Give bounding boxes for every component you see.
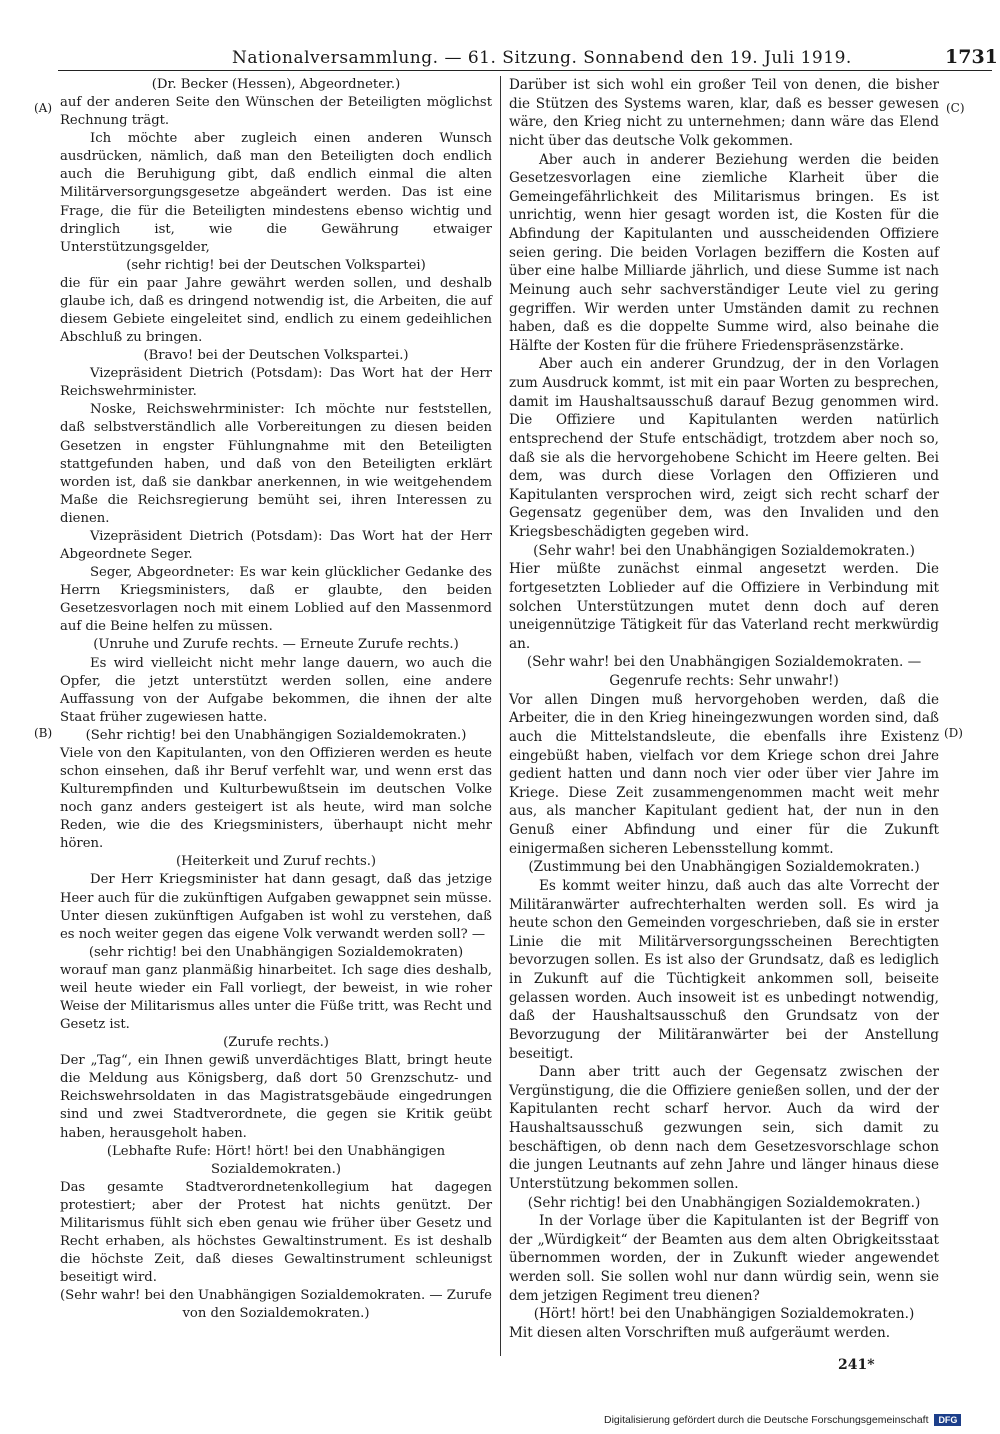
interjection: (Zurufe rechts.) — [223, 1035, 329, 1051]
interjection: (Sehr wahr! bei den Unabhängigen Sozialdemokraten.) — [533, 542, 915, 559]
page-number: 1731 — [945, 46, 998, 68]
interjection: (Hört! hört! bei den Unabhängigen Sozialdemokraten.) — [533, 1306, 915, 1323]
interjection: (Sehr richtig! bei den Unabhängigen Sozialdemokraten.) — [527, 1194, 921, 1211]
paragraph: Hier müßte zunächst einmal angesetzt werden. Die fortgesetzten Loblieder auf die Offiziere in Verbindung mit solchen Unterstützungen mutet denn doch auf deren uneigennützige Tätigkeit für das Vaterland recht merkwürdig an. — [509, 561, 939, 652]
interjection: (Heiterkeit und Zuruf rechts.) — [175, 854, 377, 870]
interjection: (Unruhe und Zurufe rechts. — Erneute Zurufe rechts.) — [93, 637, 459, 653]
paragraph: Es wird vielleicht nicht mehr lange dauern, wo auch die Opfer, die jetzt unterstützt werden sollen, eine andere Auffassung von der Aufgabe bekommen, die ihnen der alte Staat früher zugewiesen hatte. — [60, 655, 492, 725]
interjection: (Sehr wahr! bei den Unabhängigen Sozialdemokraten. — Zurufe von den Sozialdemokraten.) — [60, 1288, 492, 1322]
interjection: (sehr richtig! bei den Unabhängigen Sozialdemokraten) — [88, 944, 464, 960]
interjection: (Dr. Becker (Hessen), Abgeordneter.) — [151, 77, 401, 92]
dfg-logo-icon: DFG — [934, 1414, 961, 1426]
paragraph: Darüber ist sich wohl ein großer Teil von denen, die bisher die Stützen des Systems waren, klar, daß es besser gewesen wäre, den Krieg nicht zu unternehmen; dann wäre das Elend nicht über das deutsche Volk gekommen. — [509, 77, 939, 149]
paragraph: Vor allen Dingen muß hervorgehoben werden, daß die Arbeiter, die in den Krieg hineingezwungen worden sind, daß auch die Mittelstandsleute, die ebenfalls ihre Existenz eingebüßt haben, vielfach vor dem Kriege schon drei Jahre gedient hatten und dann noch vier oder über vier Jahre im Kriege. Diese Zeit zusammengenommen macht weit mehr aus, als mancher Kapitulant gedient hat, der nun in den Genuß einer Abfindung und einer für die Zukunft einigermaßen sicheren Lebensstellung kommt. — [509, 691, 939, 857]
running-title: Nationalversammlung. — 61. Sitzung. Sonnabend den 19. Juli 1919. — [232, 48, 852, 68]
signature-mark: 241* — [838, 1357, 875, 1373]
paragraph: Dann aber tritt auch der Gegensatz zwischen der Vergünstigung, die die Offiziere genießen sollen, und der der Kapitulanten recht scharf hervor. Auch da wird der Haushaltsausschuß gezwungen sein, sich damit zu beschäftigen, ob denn nach dem Gesetzesvorschlage schon die jungen Leutnants auf zehn Jahre und länger hinaus diese Unterstützung bekommen sollen. — [509, 1064, 939, 1192]
paragraph: Noske, Reichswehrminister: Ich möchte nur feststellen, daß selbstverständlich alle Vorbereitungen zu diesen beiden Gesetzen in engster Fühlungnahme mit den Beteiligten stattgefunden haben, und daß von den Beteiligten erklärt worden ist, daß sie dankbar anerkennen, in wie weitgehendem Maße die Reichsregierung bemüht sei, ihren Interessen zu dienen. — [60, 402, 492, 526]
paragraph: Viele von den Kapitulanten, von den Offizieren werden es heute schon einsehen, daß ihr Beruf verfehlt war, und wenn erst das Kulturempfinden und Kulturbewußtsein im deutschen Volke noch ganz anders gesteigert ist als heute, wird man solche Reden, wie die des Kriegsministers, überhaupt nicht mehr hören. — [60, 745, 492, 852]
paragraph: die für ein paar Jahre gewährt werden sollen, und deshalb glaube ich, daß es dringend notwendig ist, die Arbeiten, die auf diesem Gebiete eingeleitet sind, endlich zu einem gedeihlichen Abschluß zu bringen. — [60, 275, 492, 346]
paragraph: auf der anderen Seite den Wünschen der Beteiligten möglichst Rechnung trägt. — [60, 95, 492, 129]
paragraph: worauf man ganz planmäßig hinarbeitet. Ich sage dies deshalb, weil heute wieder ein Fall vorliegt, der beweist, in wie roher Weise der Militarismus alles unter die Füße tritt, was Recht und Gesetz ist. — [60, 962, 492, 1033]
column-divider — [500, 76, 501, 1356]
paragraph: Es kommt weiter hinzu, daß auch das alte Vorrecht der Militäranwärter aufrechterhalten werden soll. Es wird ja heute schon den Gemeinden vorgeschrieben, daß sie in erster Linie die mit Militärversorgungsscheinen Berechtigten bevorzugen sollen. Es ist also der Grundsatz, daß es lediglich in Zukunft auf die Tüchtigkeit ankommen soll, beiseite gelassen worden. Auch insoweit ist es unbedingt notwendig, daß der Haushaltsausschuß den Grundsatz von der Bevorzugung der Militäranwärter bei der Anstellung beseitigt. — [509, 877, 939, 1062]
interjection: (Lebhafte Rufe: Hört! hört! bei den Unabhängigen Sozialdemokraten.) — [106, 1143, 446, 1177]
right-text-column — [509, 76, 939, 1343]
margin-marker-c: (C) — [946, 101, 965, 115]
margin-marker-a: (A) — [34, 101, 53, 115]
paragraph: Seger, Abgeordneter: Es war kein glücklicher Gedanke des Herrn Kriegsministers, daß er glaubte, den beiden Gesetzesvorlagen noch mit einem Loblied auf den Massenmord auf die Beine helfen zu müssen. — [60, 565, 492, 635]
margin-marker-d: (D) — [944, 726, 963, 740]
paragraph: Aber auch in anderer Beziehung werden die beiden Gesetzesvorlagen eine ziemliche Klarheit über die Gemeingefährlichkeit des Militarismus bringen. Es ist unrichtig, wenn hier gesagt worden ist, die Kosten für die Abfindung der Kapitulanten und ausscheidenden Offiziere seien gering. Die beiden Vorlagen beziffern die Kosten auf über eine halbe Milliarde jährlich, und diese Summe ist nach Meinung auch sehr sachverständiger Leute viel zu gering gegriffen. Wir werden unter Umständen damit zu rechnen haben, daß es die doppelte Summe wird, also beinahe die Hälfte der Kosten für die frühere Friedenspräsenzstärke. — [509, 151, 939, 354]
interjection: (Bravo! bei der Deutschen Volkspartei.) — [143, 348, 409, 364]
interjection: (Sehr richtig! bei den Unabhängigen Sozialdemokraten.) — [85, 727, 467, 743]
paragraph: In der Vorlage über die Kapitulanten ist der Begriff von der „Würdigkeit“ der Beamten aus dem alten Obrigkeitsstaat übernommen worden, der in Zukunft wieder angewendet werden soll. Sie sollen wohl nur dann würdig sein, wenn sie dem jetzigen Regiment treu dienen? — [509, 1213, 939, 1304]
paragraph: Ich möchte aber zugleich einen anderen Wunsch ausdrücken, nämlich, daß man den Beteiligten doch endlich auch die Beruhigung gibt, daß endlich einmal die alten Militärversorgungsgesetze abgeändert werden. Das ist eine Frage, die für die Beteiligten mindestens ebenso wichtig und dringlich ist, wie die Gewährung etwaiger Unterstützungsgelder, — [60, 131, 492, 255]
interjection: (Zustimmung bei den Unabhängigen Sozialdemokraten.) — [528, 859, 920, 876]
footer-credit — [604, 1414, 961, 1426]
paragraph: Der Herr Kriegsminister hat dann gesagt, daß das jetzige Heer auch für die zukünftigen Aufgaben gewappnet sein müsse. Unter diesen zukünftigen Aufgaben ist wohl zu verstehen, daß es noch weiter gegen das eigene Volk verwandt werden soll? — — [60, 872, 492, 942]
page-header — [0, 0, 1000, 72]
footer-text: Digitalisierung gefördert durch die Deutsche Forschungsgemeinschaft — [604, 1414, 929, 1426]
paragraph: Vizepräsident Dietrich (Potsdam): Das Wort hat der Herr Reichswehrminister. — [60, 366, 492, 400]
left-text-column — [60, 76, 492, 1323]
header-rule — [58, 70, 992, 71]
interjection: (sehr richtig! bei der Deutschen Volkspartei) — [126, 257, 426, 273]
interjection: (Sehr wahr! bei den Unabhängigen Sozialdemokraten. — Gegenrufe rechts: Sehr unwahr!) — [526, 654, 922, 689]
margin-marker-b: (B) — [34, 726, 53, 740]
paragraph: Aber auch ein anderer Grundzug, der in den Vorlagen zum Ausdruck kommt, ist mit ein paar Worten zu besprechen, damit im Haushaltsausschuß darauf Bezug genommen wird. Die Offiziere und Kapitulanten werden natürlich entsprechend der Stufe entschädigt, trotzdem aber noch so, daß sie als die hervorgehobene Schicht im Heere gelten. Bei dem, was durch diese Vorlagen den Offizieren und Kapitulanten versprochen wird, zeigt sich recht scharf der Gegensatz gegenüber dem, was den Invaliden und den Kriegsbeschädigten gegeben wird. — [509, 356, 939, 540]
paragraph: Das gesamte Stadtverordnetenkollegium hat dagegen protestiert; aber der Protest hat nichts genützt. Der Militarismus fühlt sich eben genau wie früher über Gesetz und Recht erhaben, als höchstes Gewaltinstrument. Es ist deshalb die höchste Zeit, daß dieses Gewaltinstrument schleunigst beseitigt wird. — [60, 1179, 492, 1286]
paragraph: Vizepräsident Dietrich (Potsdam): Das Wort hat der Herr Abgeordnete Seger. — [60, 528, 492, 563]
paragraph: Der „Tag“, ein Ihnen gewiß unverdächtiges Blatt, bringt heute die Meldung aus Königsberg, daß dort 50 Grenzschutz- und Reichswehrsoldaten in das Magistratsgebäude eingedrungen sind und zwei Stadtverordnete, die gegen sie Kritik geübt haben, herausgeholt haben. — [60, 1053, 492, 1141]
paragraph: Mit diesen alten Vorschriften muß aufgeräumt werden. — [509, 1324, 891, 1341]
